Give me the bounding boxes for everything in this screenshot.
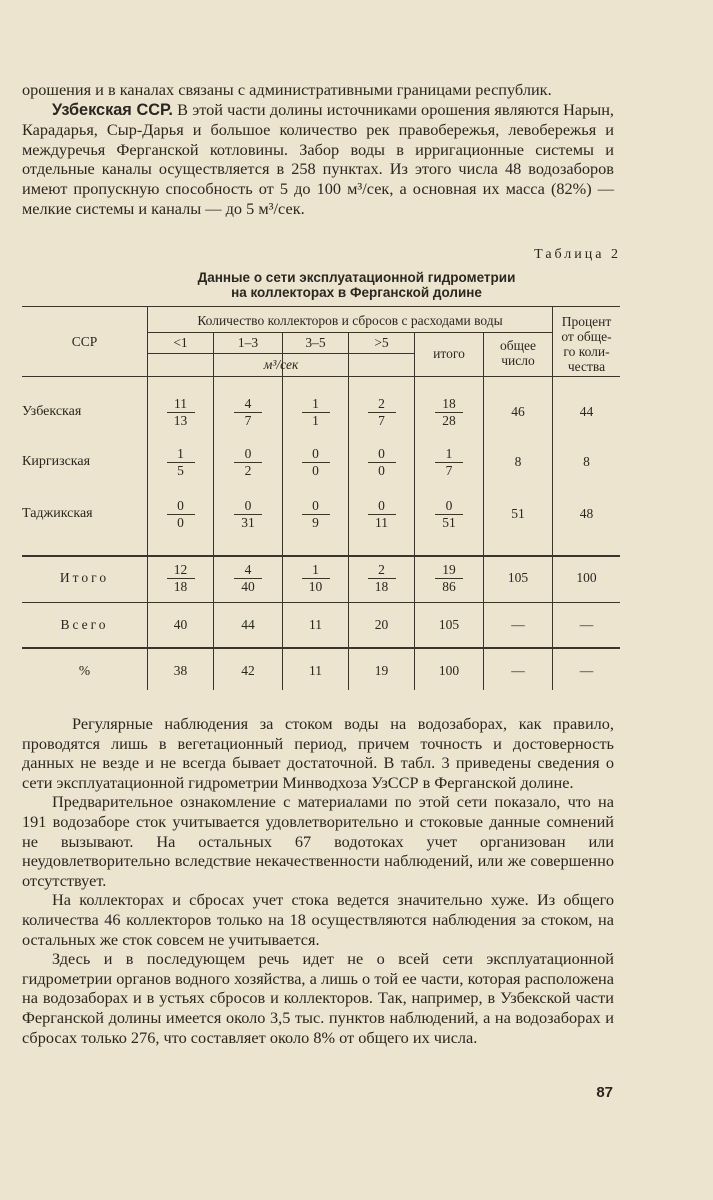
- data-table: [22, 306, 620, 690]
- fraction-cell: [302, 446, 330, 479]
- fraction-cell: [167, 446, 195, 479]
- cell-total: 105: [507, 570, 529, 585]
- fraction-denominator: 18: [374, 579, 389, 594]
- top-text: [22, 80, 614, 218]
- paragraph-collectors: На коллекторах и сбросах учет стока ведется значительно хуже. Из общего количества 46 коллекторов только на 18 осуществляются наблюдения за стоком, на остальных же сток совсем не учитывается.: [22, 890, 614, 949]
- fraction-cell: [435, 446, 463, 479]
- header-percent-line-1: Процент: [561, 314, 612, 329]
- fraction-denominator: 2: [244, 463, 252, 478]
- fraction-numerator: 4: [234, 562, 262, 579]
- paragraph-continuation: орошения и в каналах связаны с административными границами республик.: [22, 80, 552, 99]
- table-cell: 20: [374, 617, 389, 632]
- header-unit: м³/сек: [263, 357, 299, 372]
- paragraph-body: В этой части долины источниками орошения являются Нарын, Карадарья, Сыр-Дарья и большое количество рек правобережья, левобережья и междуречья Ферганской котловины. Забор воды в ирригационные системы и отдельные каналы осуществляется в 258 пунктах. Из этого числа 48 водозаборов имеют пропускную способность от 5 до 100 м³/сек, а основная их масса (82%) — мелкие системы и каналы — до 5 м³/сек.: [22, 99, 614, 218]
- fraction-denominator: 7: [445, 463, 453, 478]
- fraction-denominator: 13: [173, 413, 188, 428]
- fraction-numerator: 0: [167, 498, 195, 515]
- table-cell: 42: [241, 663, 255, 678]
- fraction-cell: [167, 498, 195, 531]
- cell-total: —: [511, 617, 525, 632]
- fraction-numerator: 1: [302, 396, 330, 413]
- fraction-cell: [368, 498, 396, 531]
- fraction-denominator: 10: [308, 579, 323, 594]
- fraction-numerator: 18: [435, 396, 463, 413]
- header-percent-line-2: от обще-: [561, 329, 612, 344]
- header-total-line-2: число: [501, 353, 535, 368]
- header-percent-line-3: го коли-: [563, 344, 610, 359]
- row-label: Узбекская: [22, 404, 82, 419]
- row-label: Таджикская: [22, 506, 93, 521]
- fraction-numerator: 0: [234, 446, 262, 463]
- header-range-gt5: >5: [374, 335, 389, 350]
- header-group: Количество коллекторов и сбросов с расходами воды: [197, 313, 503, 328]
- fraction-denominator: 0: [312, 463, 319, 478]
- fraction-denominator: 9: [312, 515, 319, 530]
- fraction-denominator: 1: [312, 413, 319, 428]
- fraction-numerator: 0: [368, 446, 396, 463]
- row-label-percent: %: [78, 663, 91, 678]
- cell-percent: 8: [583, 454, 590, 469]
- fraction-cell: [234, 498, 262, 531]
- cell-percent: 100: [576, 570, 597, 585]
- fraction-numerator: 2: [368, 396, 396, 413]
- fraction-denominator: 0: [177, 515, 184, 530]
- table-cell: 40: [173, 617, 188, 632]
- fraction-denominator: 5: [177, 463, 184, 478]
- fraction-denominator: 18: [173, 579, 188, 594]
- table-title-line-1: Данные о сети эксплуатационной гидрометрии: [197, 270, 516, 285]
- fraction-numerator: 1: [302, 562, 330, 579]
- fraction-numerator: 0: [435, 498, 463, 515]
- fraction-numerator: 12: [167, 562, 195, 579]
- header-total: [484, 338, 552, 368]
- cell-percent: —: [579, 617, 594, 632]
- fraction-cell: [167, 396, 195, 429]
- table-cell: 19: [374, 663, 389, 678]
- page-number: 87: [596, 1084, 613, 1101]
- fraction-cell: [302, 562, 330, 595]
- fraction-numerator: 0: [302, 446, 330, 463]
- fraction-cell: [435, 562, 463, 595]
- fraction-denominator: 11: [375, 515, 388, 530]
- table-title: [0, 270, 713, 300]
- fraction-numerator: 0: [368, 498, 396, 515]
- cell-percent: 44: [579, 404, 594, 419]
- header-ssr: ССР: [71, 334, 98, 349]
- fraction-cell: [368, 562, 396, 595]
- fraction-denominator: 0: [378, 463, 385, 478]
- header-percent-line-4: чества: [567, 359, 606, 374]
- fraction-numerator: 4: [234, 396, 262, 413]
- fraction-cell: [234, 562, 262, 595]
- table-cell: 105: [438, 617, 460, 632]
- fraction-numerator: 11: [167, 396, 195, 413]
- paragraph-network: Здесь и в последующем речь идет не о всей сети эксплуатационной гидрометрии органов водного хозяйства, а лишь о той ее части, которая расположена на водозаборах и в устьях сбросов и коллекторов. Так, например, в Узбекской части Ферганской долины имеется около 3,5 тыс. пунктов наблюдений, а на водозаборах и сбросах только 276, что составляет около 8% от общего их числа.: [22, 949, 614, 1047]
- paragraph-lead: Узбекская ССР.: [52, 100, 173, 119]
- table-label: Таблица 2: [534, 247, 621, 262]
- cell-percent: 48: [579, 506, 594, 521]
- header-percent: [553, 314, 620, 374]
- fraction-denominator: 7: [378, 413, 385, 428]
- paragraph-preliminary: Предварительное ознакомление с материалами по этой сети показало, что на 191 водозаборе сток учитывается удовлетворительно и стоковые данные сомнений не вызывают. На остальных 67 водотоках учет организован или неудовлетворительно вследствие некачественности наблюдений, или же совершенно отсутствует.: [22, 792, 614, 890]
- fraction-numerator: 1: [435, 446, 463, 463]
- fraction-cell: [167, 562, 195, 595]
- fraction-denominator: 28: [442, 413, 456, 428]
- cell-percent: —: [579, 663, 594, 678]
- fraction-denominator: 7: [244, 413, 252, 428]
- fraction-numerator: 2: [368, 562, 396, 579]
- table-cell: 44: [241, 617, 255, 632]
- fraction-cell: [368, 446, 396, 479]
- row-label-vsego: Всего: [60, 617, 109, 632]
- fraction-denominator: 31: [241, 515, 255, 530]
- fraction-cell: [435, 396, 463, 429]
- header-total-line-1: общее: [500, 338, 536, 353]
- header-range-lt1: <1: [173, 335, 188, 350]
- cell-total: 51: [511, 506, 525, 521]
- fraction-denominator: 40: [241, 579, 255, 594]
- table-cell: 11: [309, 663, 322, 678]
- paragraph-uzbek-ssr: [22, 100, 614, 219]
- row-label: Киргизская: [22, 454, 91, 469]
- header-range-3-5: 3–5: [305, 335, 326, 350]
- fraction-cell: [368, 396, 396, 429]
- header-itogo: итого: [433, 346, 465, 361]
- fraction-numerator: 0: [302, 498, 330, 515]
- paragraph-observations: Регулярные наблюдения за стоком воды на водозаборах, как правило, проводятся лишь в вегетационный период, причем точность и достоверность данных не везде и не всегда бывает достаточной. В табл. 3 приведены сведения о сети эксплуатационной гидрометрии Минводхоза УзССР в Ферганской долине.: [22, 714, 614, 792]
- bottom-text: [22, 714, 614, 1047]
- fraction-cell: [302, 396, 330, 429]
- fraction-numerator: 0: [234, 498, 262, 515]
- fraction-cell: [302, 498, 330, 531]
- table-cell: 11: [309, 617, 322, 632]
- table-cell: 38: [173, 663, 188, 678]
- fraction-numerator: 1: [167, 446, 195, 463]
- header-range-1-3: 1–3: [237, 335, 259, 350]
- cell-total: 46: [511, 404, 525, 419]
- fraction-denominator: 51: [442, 515, 456, 530]
- table-cell: 100: [438, 663, 460, 678]
- table-title-line-2: на коллекторах в Ферганской долине: [231, 285, 482, 300]
- fraction-cell: [234, 446, 262, 479]
- fraction-numerator: 19: [435, 562, 463, 579]
- cell-total: —: [511, 663, 525, 678]
- fraction-cell: [435, 498, 463, 531]
- fraction-cell: [234, 396, 262, 429]
- cell-total: 8: [514, 454, 522, 469]
- fraction-denominator: 86: [442, 579, 456, 594]
- row-label-itogo: Итого: [59, 570, 110, 585]
